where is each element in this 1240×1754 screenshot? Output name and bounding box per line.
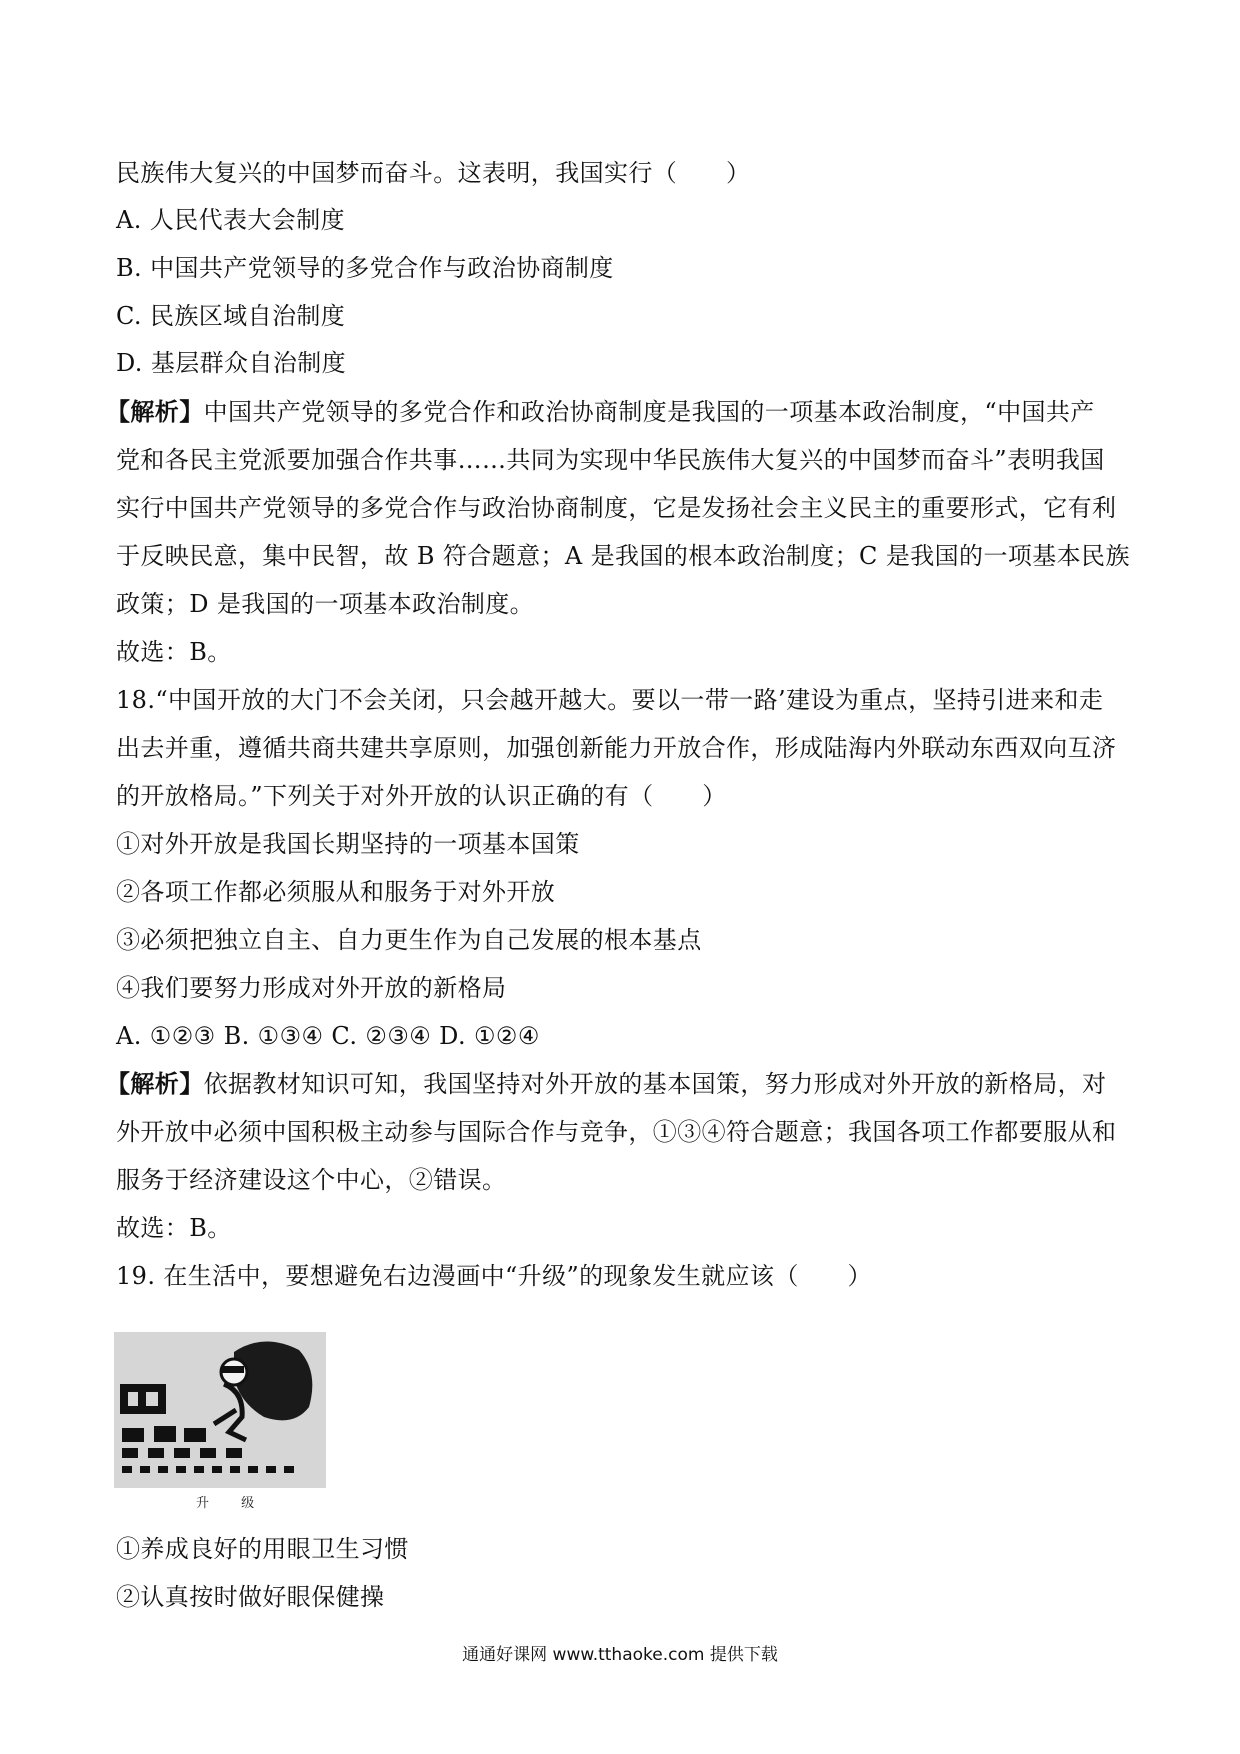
q18-analysis-line-2: 外开放中必须中国积极主动参与国际合作与竞争，①③④符合题意；我国各项工作都要服从和 <box>116 1118 1117 1146</box>
q17-analysis-line-1 <box>106 395 1126 429</box>
q18-statement-3: ③必须把独立自主、自力更生作为自己发展的根本基点 <box>116 926 702 954</box>
q19-statement-1: ①养成良好的用眼卫生习惯 <box>116 1535 409 1563</box>
q17-option-d: D. 基层群众自治制度 <box>116 349 347 377</box>
q18-statement-4: ④我们要努力形成对外开放的新格局 <box>116 974 507 1002</box>
q18-statement-2: ②各项工作都必须服从和服务于对外开放 <box>116 878 556 906</box>
page-footer: 通通好课网 www.tthaoke.com 提供下载 <box>462 1645 778 1665</box>
q18-analysis-line-3: 服务于经济建设这个中心，②错误。 <box>116 1166 507 1194</box>
q18-analysis-line-1 <box>106 1067 1126 1101</box>
q18-statement-1: ①对外开放是我国长期坚持的一项基本国策 <box>116 830 580 858</box>
q19-stem: 19. 在生活中，要想避免右边漫画中“升级”的现象发生就应该（ ） <box>116 1262 872 1290</box>
q18-options: A. ①②③ B. ①③④ C. ②③④ D. ①②④ <box>116 1022 540 1050</box>
eye-chart-cartoon-image <box>114 1332 326 1488</box>
q17-option-c: C. 民族区域自治制度 <box>116 302 346 330</box>
q18-stem-line-3: 的开放格局。”下列关于对外开放的认识正确的有（ ） <box>116 782 727 810</box>
q17-stem-tail: 民族伟大复兴的中国梦而奋斗。这表明，我国实行（ ） <box>116 159 751 187</box>
q17-option-b: B. 中国共产党领导的多党合作与政治协商制度 <box>116 254 614 282</box>
q18-answer: 故选：B。 <box>116 1214 232 1242</box>
q18-stem-line-2: 出去并重，遵循共商共建共享原则，加强创新能力开放合作，形成陆海内外联动东西双向互济 <box>116 734 1117 762</box>
q18-analysis-tag: 【解析】 <box>106 1069 204 1098</box>
q17-answer: 故选：B。 <box>116 638 232 666</box>
q18-stem-line-1: 18.“中国开放的大门不会关闭，只会越开越大。要以一带一路’建设为重点，坚持引进来和走 <box>116 686 1104 714</box>
q17-analysis-line-4: 于反映民意，集中民智，故 B 符合题意；A 是我国的根本政治制度；C 是我国的一项基本民族 <box>116 542 1130 570</box>
q17-analysis-tag: 【解析】 <box>106 397 204 426</box>
q19-statement-2: ②认真按时做好眼保健操 <box>116 1583 385 1611</box>
cartoon-caption: 升 级 <box>196 1496 269 1511</box>
q17-option-a: A. 人民代表大会制度 <box>116 206 345 234</box>
q17-analysis-line-3: 实行中国共产党领导的多党合作与政治协商制度，它是发扬社会主义民主的重要形式，它有利 <box>116 494 1117 522</box>
cartoon-drawing <box>114 1332 326 1488</box>
q18-analysis-text-1: 依据教材知识可知，我国坚持对外开放的基本国策，努力形成对外开放的新格局，对 <box>203 1070 1107 1098</box>
q17-analysis-text-1: 中国共产党领导的多党合作和政治协商制度是我国的一项基本政治制度，“中国共产 <box>203 398 1095 426</box>
q17-analysis-line-5: 政策；D 是我国的一项基本政治制度。 <box>116 590 535 618</box>
q17-analysis-line-2: 党和各民主党派要加强合作共事……共同为实现中华民族伟大复兴的中国梦而奋斗”表明我国 <box>116 446 1105 474</box>
